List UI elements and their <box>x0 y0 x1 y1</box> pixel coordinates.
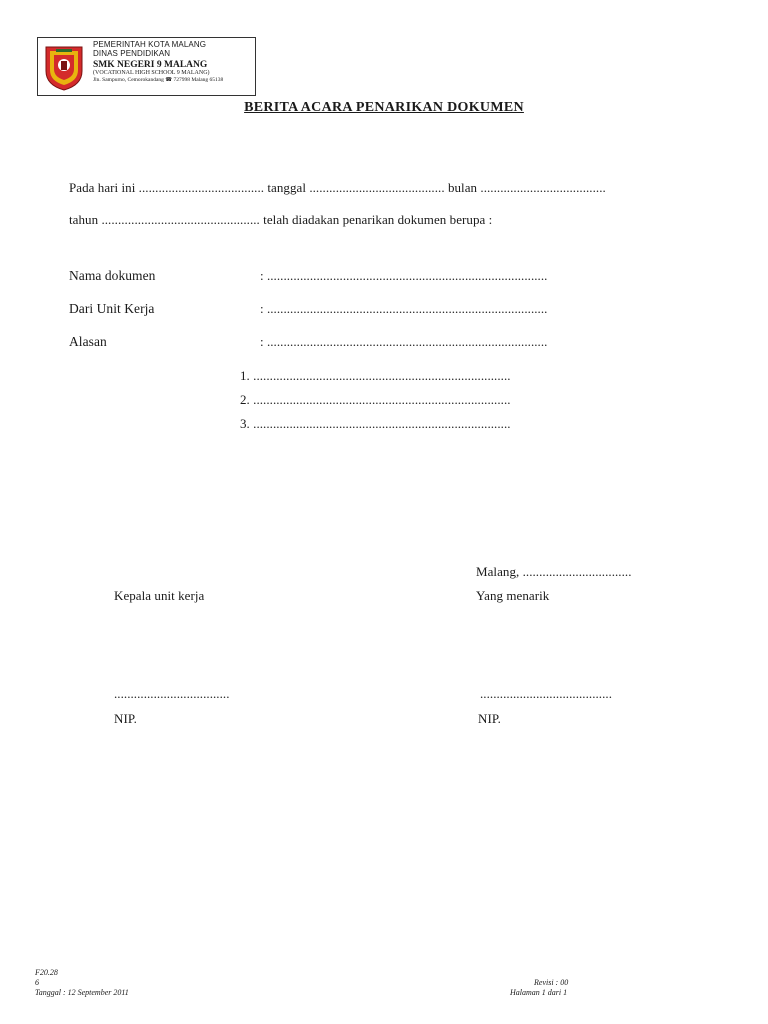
letterhead-text <box>93 41 255 83</box>
place-date[interactable]: Malang, ................................. <box>476 564 632 579</box>
intro-line-2 <box>69 212 492 228</box>
month-blank[interactable]: ...................................... <box>480 180 606 195</box>
school-name-english: (VOCATIONAL HIGH SCHOOL 9 MALANG) <box>93 70 210 77</box>
field-label-reason: Alasan <box>69 334 107 349</box>
field-blank-reason[interactable]: : ..................................................................................... <box>260 334 548 349</box>
form-code-line-2: 6 <box>35 978 39 987</box>
document-title <box>0 98 768 116</box>
year-blank[interactable]: ................................................ <box>101 212 260 227</box>
field-blank-document-name[interactable]: : ..................................................................................... <box>260 268 548 283</box>
date-blank[interactable]: ......................................... <box>309 180 445 195</box>
intro-line-1 <box>69 180 606 196</box>
letterhead <box>37 37 256 96</box>
nip-left: NIP. <box>114 711 137 726</box>
nip-right: NIP. <box>478 711 501 726</box>
city-emblem-icon <box>44 43 84 91</box>
month-label: bulan <box>447 180 478 195</box>
government-name: PEMERINTAH KOTA MALANG <box>93 40 207 49</box>
reason-item-2[interactable]: 2. .............................................................................. <box>240 392 511 407</box>
form-code-line-1: F20.28 <box>35 968 58 977</box>
school-name: SMK NEGERI 9 MALANG <box>93 59 208 70</box>
footer-page-number: Halaman 1 dari 1 <box>510 988 568 997</box>
signature-line-right[interactable]: ........................................ <box>480 686 612 701</box>
field-blank-work-unit[interactable]: : ..................................................................................... <box>260 301 548 316</box>
day-blank[interactable]: ...................................... <box>138 180 265 195</box>
reason-item-1[interactable]: 1. .............................................................................. <box>240 368 511 383</box>
signature-line-left[interactable]: ................................... <box>114 686 230 701</box>
footer-revision: Revisi : 00 <box>534 978 569 987</box>
reason-item-3[interactable]: 3. .............................................................................. <box>240 416 511 431</box>
school-address: Jln. Sampurno, Cemorokandang ☎ 727998 Malang 65138 <box>93 76 224 83</box>
field-label-work-unit: Dari Unit Kerja <box>69 301 155 316</box>
intro-statement: telah diadakan penarikan dokumen berupa : <box>263 212 493 227</box>
date-label: tanggal <box>267 180 307 195</box>
year-label: tahun <box>69 212 99 227</box>
footer-date: Tanggal : 12 September 2011 <box>35 988 129 997</box>
signature-role-right: Yang menarik <box>476 588 550 603</box>
document-title-text: BERITA ACARA PENARIKAN DOKUMEN <box>244 100 524 115</box>
field-label-document-name: Nama dokumen <box>69 268 156 283</box>
day-label: Pada hari ini <box>69 180 136 195</box>
department-name: DINAS PENDIDIKAN <box>93 48 171 58</box>
signature-role-left: Kepala unit kerja <box>114 588 205 603</box>
